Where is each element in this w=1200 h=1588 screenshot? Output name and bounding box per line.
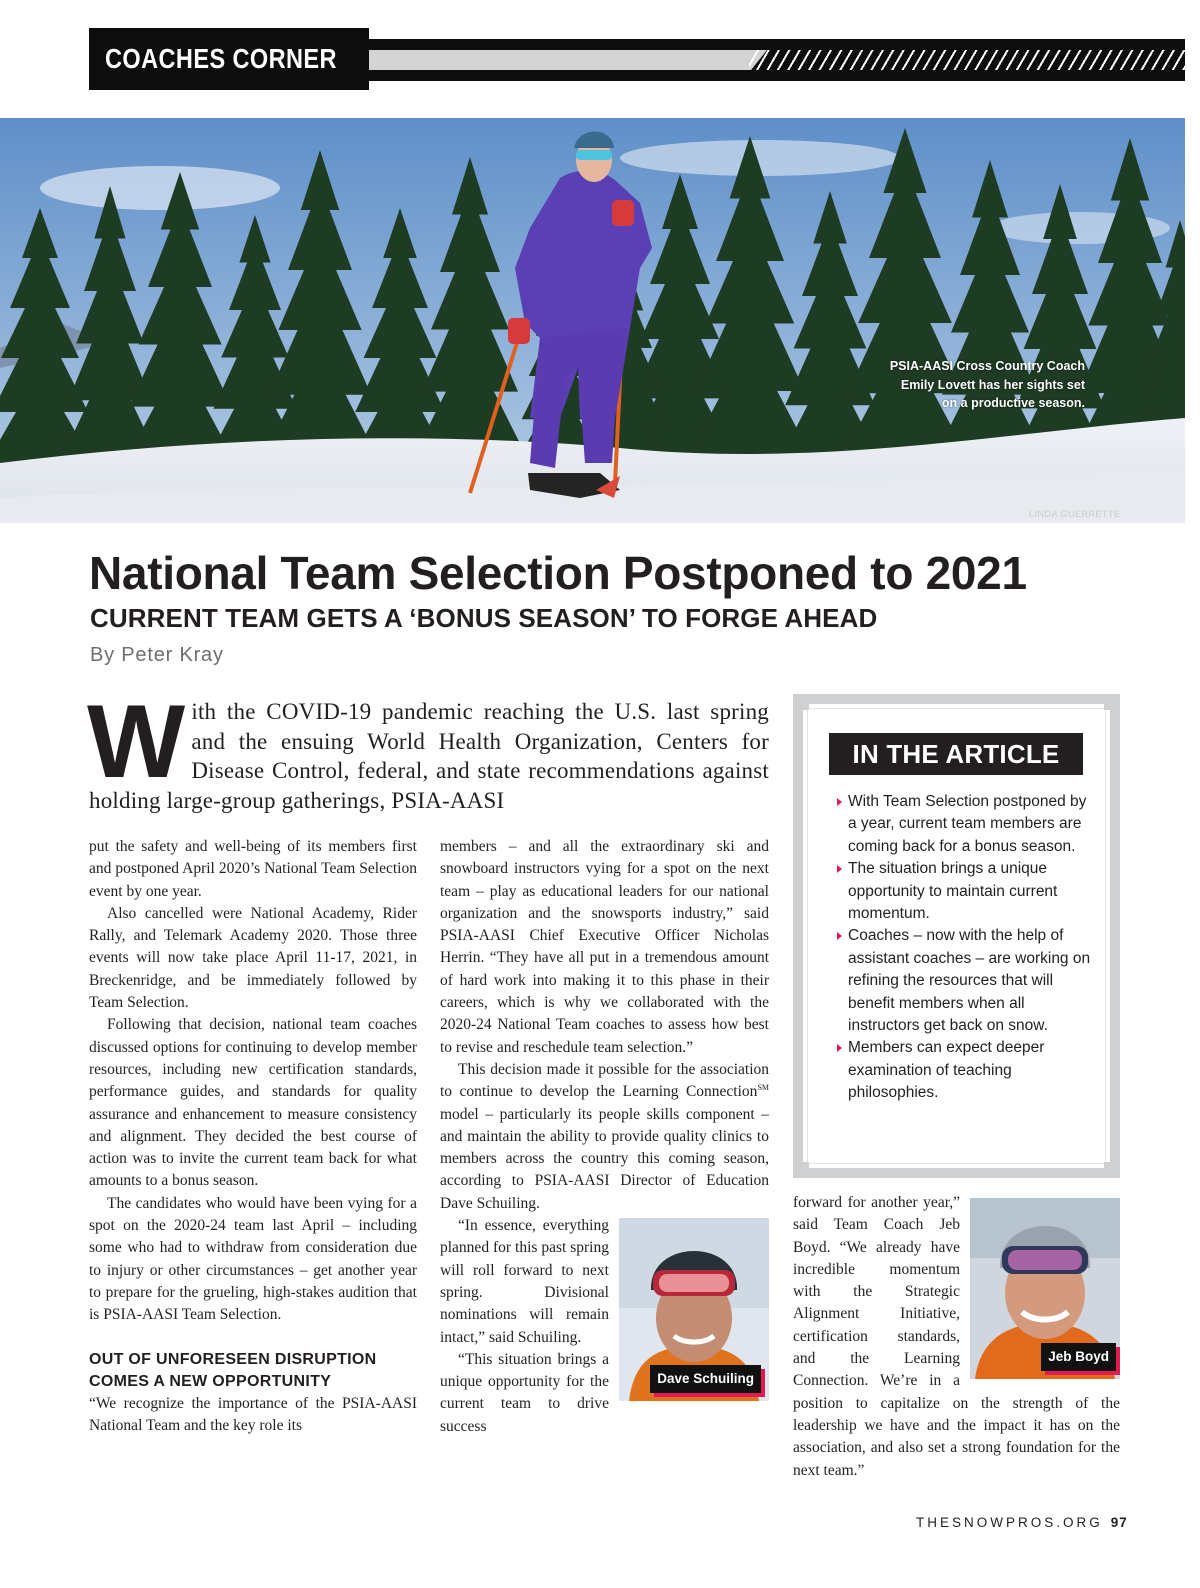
article-byline: By Peter Kray: [90, 644, 224, 666]
page-number: 97: [1110, 1515, 1128, 1530]
headshot-jeb-boyd: [970, 1198, 1120, 1379]
sidebar-list-item: [837, 858, 1097, 925]
sidebar-corner: [1104, 1162, 1110, 1168]
body-text: This decision made it possible for the association to continue to develop the Learning Connection: [440, 1060, 769, 1101]
body-paragraph: Also cancelled were National Academy, Rider Rally, and Telemark Academy 2020. Those three events will now take place April 11-17, 2021, in Breckenridge, and be immediately followed by Team Selection.: [89, 904, 417, 1012]
lead-text: ith the COVID-19 pandemic reaching the U.S. last spring and the ensuing World Health Organization, Centers for Disease Control, federal, and state recommendations against holding large-group gatherings, PSIA-AASI: [89, 699, 769, 813]
footer-site: THESNOWPROS.ORG: [916, 1515, 1103, 1530]
body-paragraph: forward for another year,” said Team Coach Jeb Boyd. “We already have incredible momentum with the Strategic Alignment Initiative, certification standards, and the Learning Connection. We’re in a position to capitalize on the strength of the leadership we have and the impact it has on the association, and also set a strong foundation for the next team.”: [793, 1194, 1120, 1479]
hero-photo-illustration: [0, 118, 1185, 523]
bullet-triangle-icon: [837, 865, 842, 873]
headshot-caption: Dave Schuiling: [650, 1365, 761, 1393]
sidebar-corner: [803, 1162, 809, 1168]
photo-caption: PSIA-AASI Cross Country Coach Emily Lovett has her sights set on a productive season.: [889, 359, 1085, 410]
section-subhead: OUT OF UNFORESEEN DISRUPTION COMES A NEW OPPORTUNITY: [89, 1350, 377, 1390]
bullet-triangle-icon: [837, 1044, 842, 1052]
sidebar-title: IN THE ARTICLE: [829, 733, 1083, 775]
page-footer: [916, 1515, 1128, 1530]
hero-photo: [0, 118, 1185, 523]
body-paragraph: [440, 1059, 769, 1215]
lead-paragraph: [87, 684, 769, 815]
in-the-article-sidebar: [793, 694, 1120, 1178]
body-text: model – particularly its people skills component – and maintain the ability to provide quality clinics to members across the country this coming season, according to PSIA-AASI Director of Education Dave Schuiling.: [440, 1105, 769, 1212]
drop-cap: W: [87, 684, 186, 800]
body-column-3: [793, 1192, 1120, 1482]
article-subtitle: CURRENT TEAM GETS A ‘BONUS SEASON’ TO FORGE AHEAD: [90, 603, 878, 633]
body-paragraph: members – and all the extraordinary ski and snowboard instructors vying for a spot on the next team – play as educational leaders for our national organization and the snowsports industry,” said PSIA-AASI Chief Executive Officer Nicholas Herrin. “They have all put in a tremendous amount of hard work into making it to this phase in their careers, which is why we collaborated with the 2020-24 National Team coaches to assess how best to revise and reschedule team selection.”: [440, 838, 769, 1056]
sidebar-corner: [1104, 704, 1110, 710]
sidebar-list-item: [837, 1037, 1097, 1104]
headshot-caption: Jeb Boyd: [1041, 1343, 1116, 1371]
body-paragraph: Following that decision, national team coaches discussed options for continuing to develop member resources, including new certification standards, performance guides, and standards for quality assurance and enhancement to measure consistency and alignment. They decided the best course of action was to invite the current team back for what amounts to a bonus season.: [89, 1016, 417, 1190]
body-paragraph: “In essence, everything planned for this past spring will roll forward to next spring. Divisional nominations will remain intact,” said Schuiling.: [440, 1217, 609, 1346]
sidebar-corner: [803, 704, 809, 710]
header-hatch-pattern: [749, 50, 1185, 70]
section-label: [89, 28, 369, 90]
body-column-1: [89, 836, 417, 1437]
sidebar-list-item: [837, 925, 1097, 1037]
body-paragraph: The candidates who would have been vying for a spot on the 2020-24 team last April – including some who had to withdraw from consideration due to injury or other circumstances – get another year to prepare for the grueling, high-stakes audition that is PSIA-AASI Team Selection.: [89, 1194, 417, 1324]
sidebar-item-text: Members can expect deeper examination of teaching philosophies.: [848, 1039, 1045, 1102]
body-column-2: [440, 836, 769, 1438]
header-grey-stripe: [369, 50, 767, 70]
photo-credit: LINDA GUERRETTE: [1029, 509, 1121, 519]
sidebar-item-text: The situation brings a unique opportunity to maintain current momentum.: [848, 860, 1058, 923]
body-paragraph: “This situation brings a unique opportunity for the current team to drive success: [440, 1350, 609, 1435]
header-decorative-bar: [369, 39, 1185, 81]
bullet-triangle-icon: [837, 798, 842, 806]
sidebar-item-text: Coaches – now with the help of assistant coaches – are working on refining the resources that will benefit members when all instructors get back on snow.: [848, 927, 1091, 1035]
section-label-text: COACHES CORNER: [105, 43, 337, 74]
body-paragraph: “We recognize the importance of the PSIA-AASI National Team and the key role its: [89, 1394, 417, 1434]
sidebar-list: [837, 791, 1097, 1105]
body-paragraph: put the safety and well-being of its members first and postponed April 2020’s National Team Selection event by one year.: [89, 838, 417, 900]
bullet-triangle-icon: [837, 932, 842, 940]
service-mark: SM: [757, 1083, 769, 1093]
article-title: National Team Selection Postponed to 2021: [89, 547, 1027, 599]
sidebar-list-item: [837, 791, 1097, 858]
sidebar-item-text: With Team Selection postponed by a year, current team members are coming back for a bonus season.: [848, 793, 1087, 855]
headshot-dave-schuiling: [619, 1218, 769, 1401]
